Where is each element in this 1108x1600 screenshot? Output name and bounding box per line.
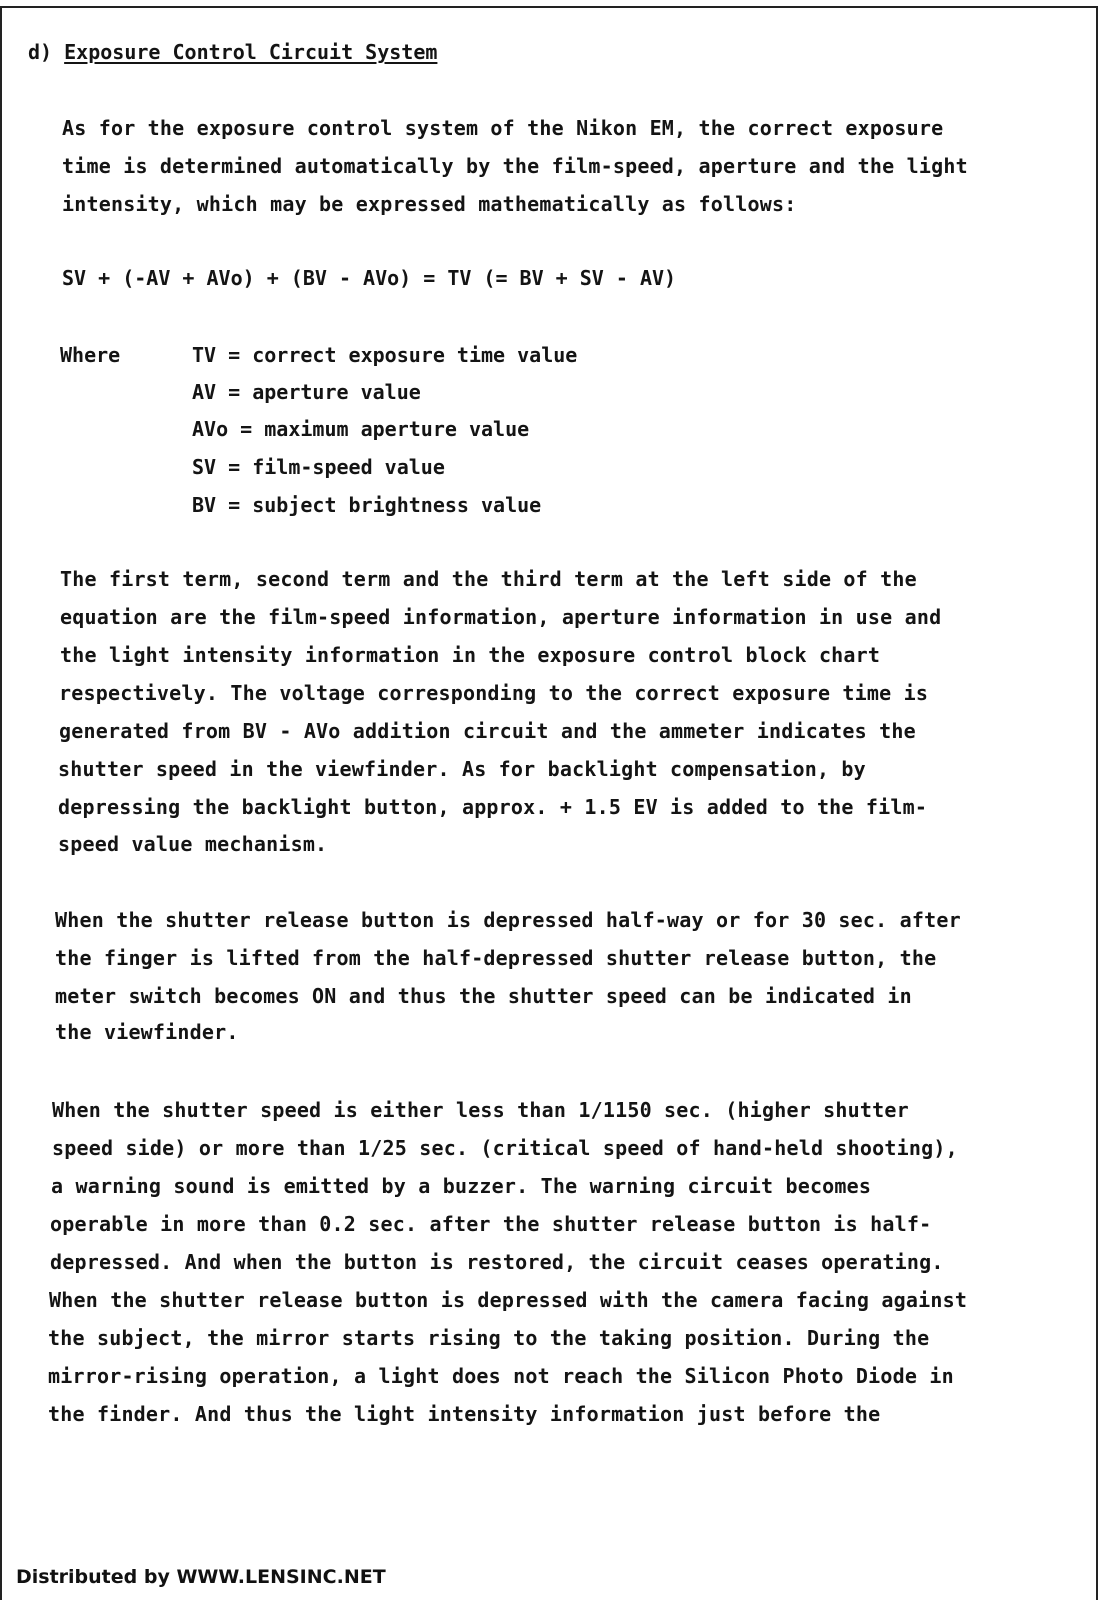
- paragraph-2-line: depressing the backlight button, approx. + 1.5 EV is added to the film-: [58, 795, 928, 819]
- paragraph-3-line: When the shutter release button is depressed half-way or for 30 sec. after: [55, 908, 961, 932]
- paragraph-3-line: the viewfinder.: [55, 1020, 239, 1044]
- section-label: d): [28, 40, 53, 64]
- paragraph-4-line: depressed. And when the button is restored, the circuit ceases operating.: [50, 1250, 944, 1274]
- definition-tv: TV = correct exposure time value: [192, 343, 578, 367]
- paragraph-1-line: intensity, which may be expressed mathematically as follows:: [62, 192, 797, 216]
- section-title: Exposure Control Circuit System: [64, 40, 438, 64]
- paragraph-4-line: the subject, the mirror starts rising to the taking position. During the: [48, 1326, 930, 1350]
- paragraph-4-line: When the shutter speed is either less than 1/1150 sec. (higher shutter: [52, 1098, 909, 1122]
- where-label: Where: [60, 343, 121, 367]
- paragraph-1-line: As for the exposure control system of the Nikon EM, the correct exposure: [62, 116, 944, 140]
- paragraph-4-line: the finder. And thus the light intensity information just before the: [48, 1402, 881, 1426]
- paragraph-4-line: speed side) or more than 1/25 sec. (critical speed of hand-held shooting),: [52, 1136, 958, 1160]
- paragraph-2-line: respectively. The voltage corresponding to the correct exposure time is: [59, 681, 929, 705]
- paragraph-3-line: meter switch becomes ON and thus the shutter speed can be indicated in: [55, 984, 912, 1008]
- paragraph-2-line: the light intensity information in the exposure control block chart: [60, 643, 881, 667]
- paragraph-3-line: the finger is lifted from the half-depressed shutter release button, the: [55, 946, 937, 970]
- paragraph-4-line: operable in more than 0.2 sec. after the shutter release button is half-: [50, 1212, 932, 1236]
- exposure-equation: SV + (-AV + AVo) + (BV - AVo) = TV (= BV + SV - AV): [62, 266, 677, 290]
- definition-bv: BV = subject brightness value: [192, 493, 542, 517]
- paragraph-2-line: generated from BV - AVo addition circuit and the ammeter indicates the: [59, 719, 916, 743]
- paragraph-4-line: a warning sound is emitted by a buzzer. The warning circuit becomes: [51, 1174, 872, 1198]
- paragraph-2-line: speed value mechanism.: [58, 832, 328, 856]
- definition-avo: AVo = maximum aperture value: [192, 417, 530, 441]
- paragraph-4-line: mirror-rising operation, a light does not reach the Silicon Photo Diode in: [48, 1364, 954, 1388]
- section-heading: [28, 40, 437, 64]
- distributor-footer: Distributed by WWW.LENSINC.NET: [16, 1566, 386, 1588]
- paragraph-2-line: equation are the film-speed information, aperture information in use and: [60, 605, 942, 629]
- definition-sv: SV = film-speed value: [192, 455, 445, 479]
- definition-av: AV = aperture value: [192, 380, 421, 404]
- paragraph-1-line: time is determined automatically by the film-speed, aperture and the light: [62, 154, 968, 178]
- paragraph-2-line: shutter speed in the viewfinder. As for backlight compensation, by: [58, 757, 866, 781]
- paragraph-4-line: When the shutter release button is depressed with the camera facing against: [49, 1288, 968, 1312]
- paragraph-2-line: The first term, second term and the third term at the left side of the: [60, 567, 917, 591]
